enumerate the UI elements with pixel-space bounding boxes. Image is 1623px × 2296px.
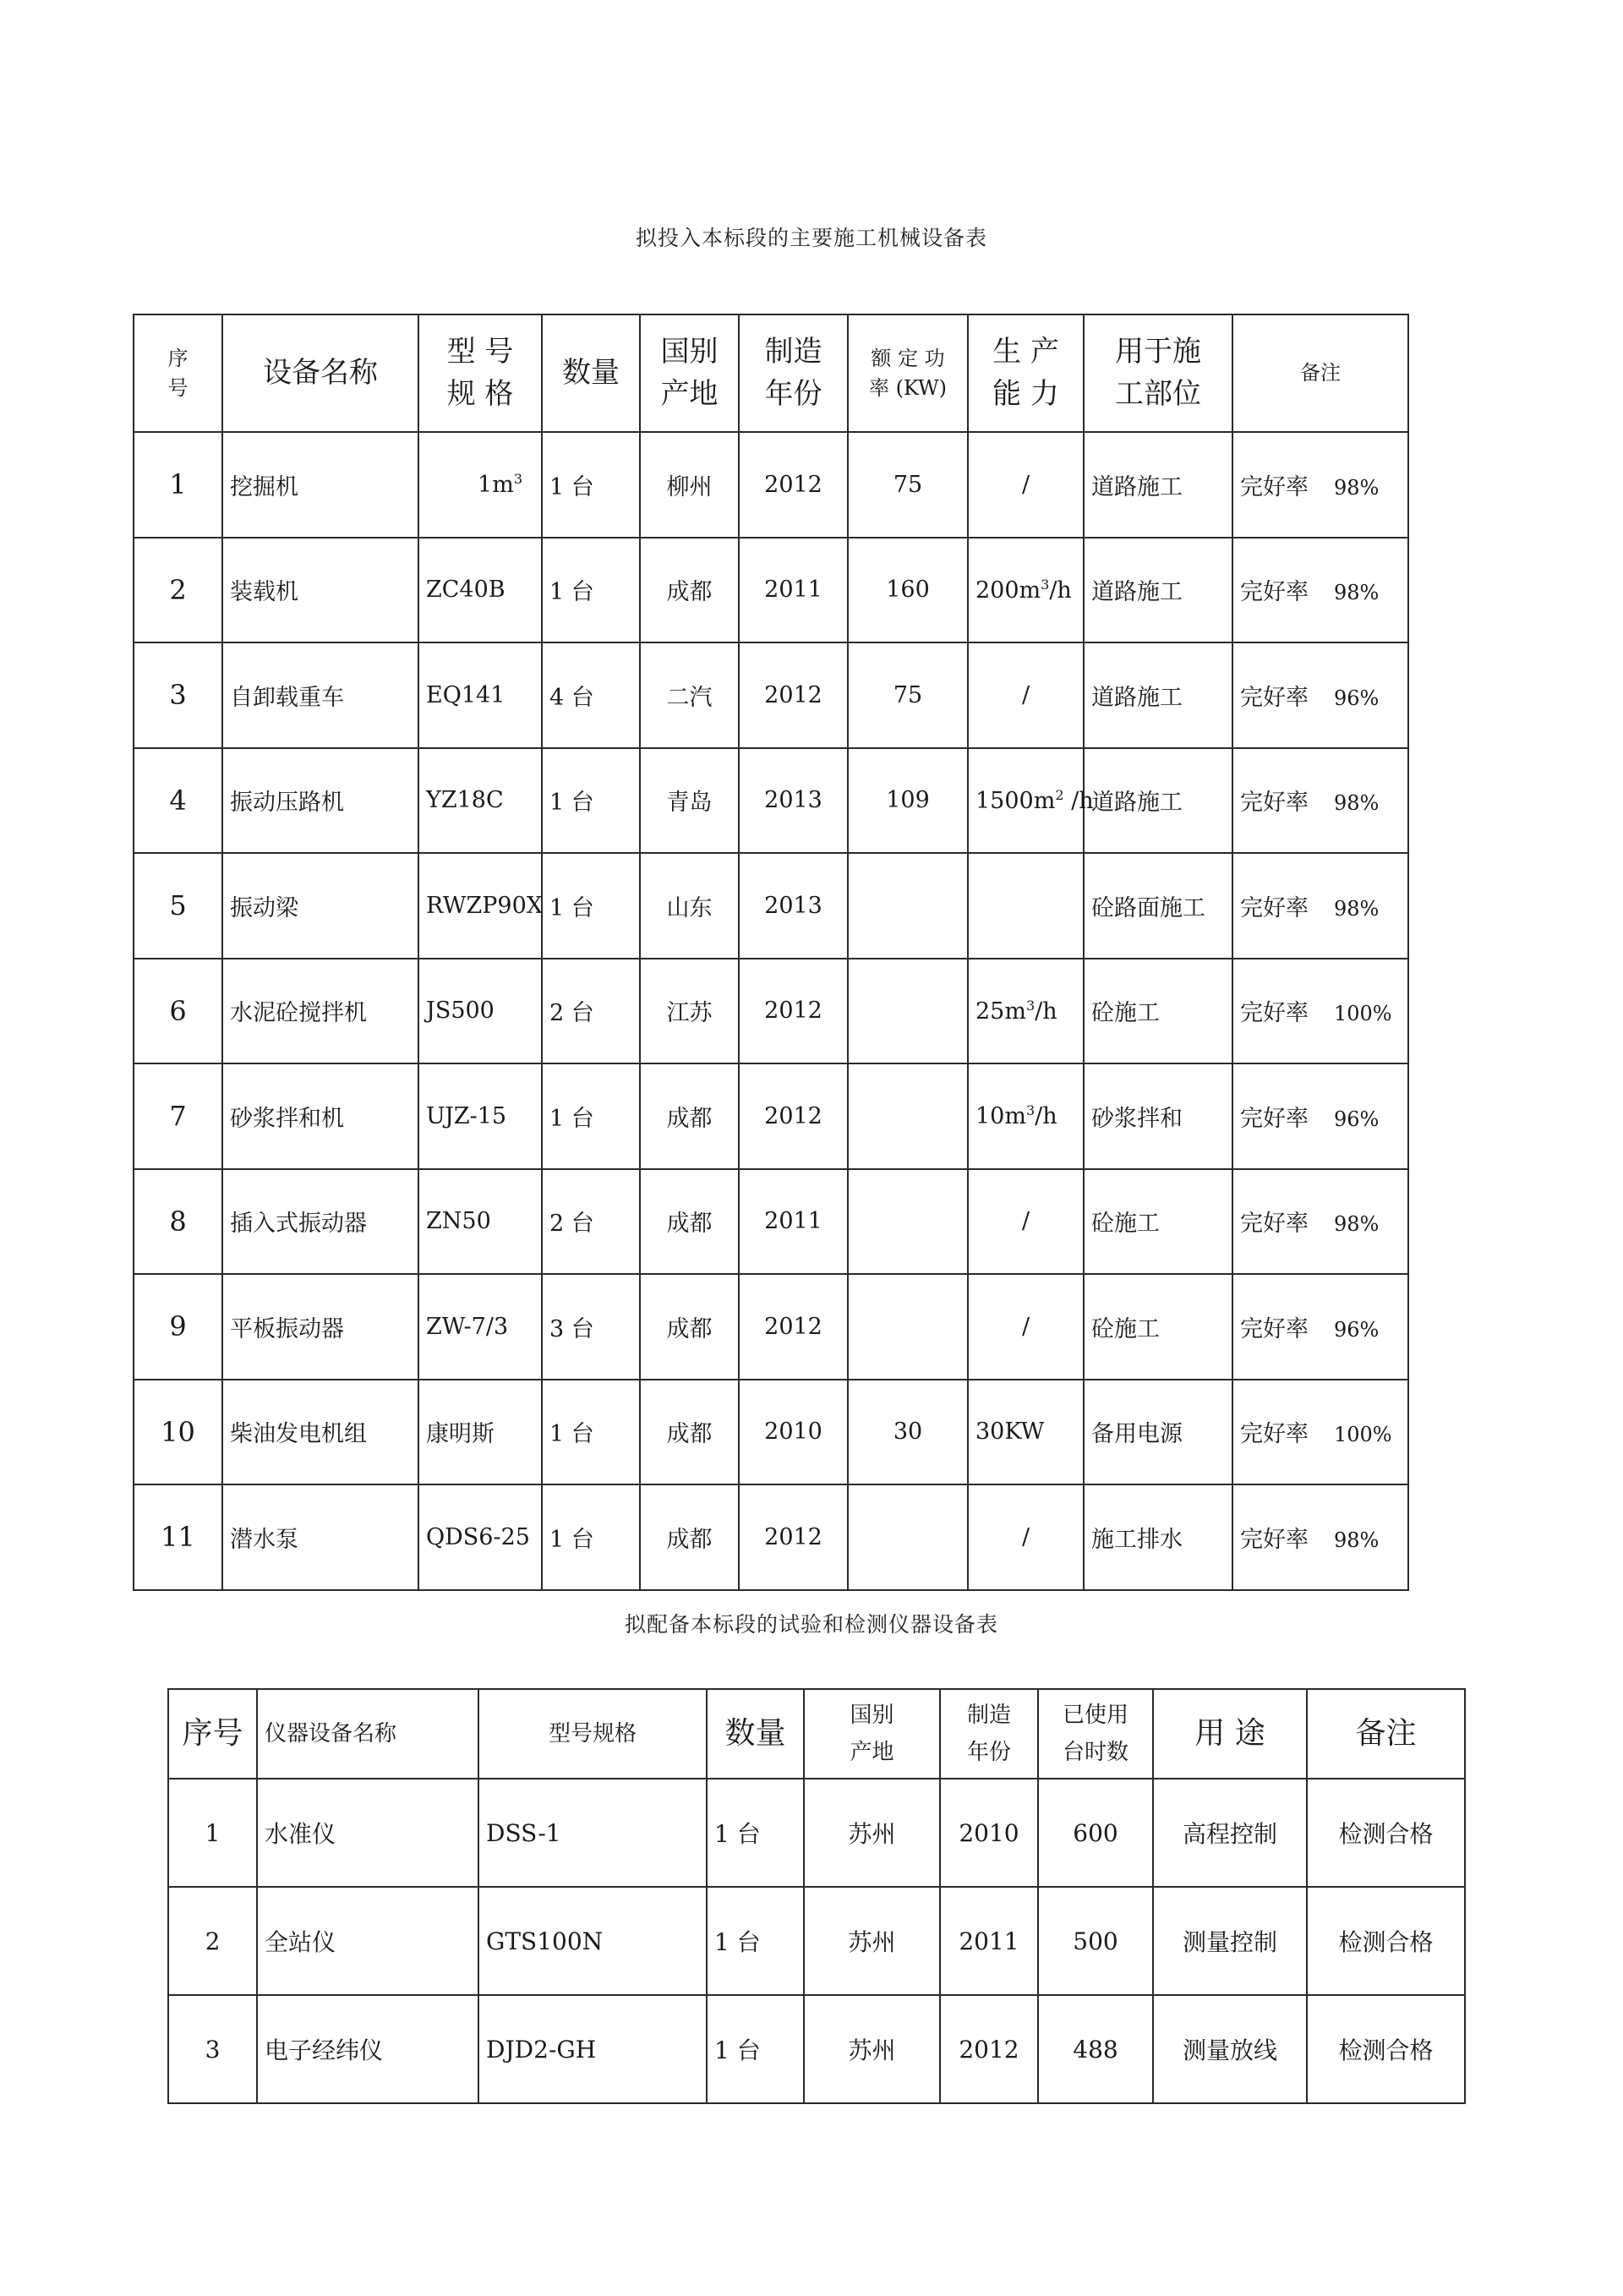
cell-qty: 4 台 (542, 642, 640, 748)
cell-power: 75 (848, 432, 968, 538)
header-year: 制造 年份 (940, 1689, 1038, 1779)
cell-origin: 成都 (640, 1274, 739, 1380)
cell-name: 电子经纬仪 (257, 1995, 478, 2103)
header-year: 制造 年份 (739, 314, 848, 432)
cell-hours: 500 (1038, 1887, 1153, 1995)
cell-capacity: $1500m^2$ /h (968, 748, 1084, 854)
cell-usage: 施工排水 (1084, 1484, 1232, 1590)
cell-note: 完好率 98% (1232, 538, 1408, 643)
cell-power: 160 (848, 538, 968, 643)
cell-name: 自卸载重车 (222, 642, 418, 748)
cell-model: EQ141 (418, 642, 542, 748)
cell-seq: 3 (168, 1995, 257, 2103)
cell-name: 砂浆拌和机 (222, 1063, 418, 1169)
cell-note: 完好率 100% (1232, 959, 1408, 1064)
table-row (134, 1169, 1408, 1275)
cell-year: 2011 (739, 538, 848, 643)
cell-qty: 1 台 (707, 1995, 804, 2103)
cell-origin: 苏州 (804, 1887, 940, 1995)
cell-year: 2012 (739, 1063, 848, 1169)
cell-name: 平板振动器 (222, 1274, 418, 1380)
cell-qty: 1 台 (542, 1484, 640, 1590)
cell-usage: 道路施工 (1084, 642, 1232, 748)
cell-usage: 高程控制 (1153, 1779, 1307, 1887)
cell-year: 2010 (940, 1779, 1038, 1887)
cell-seq: 6 (134, 959, 222, 1064)
cell-model: YZ18C (418, 748, 542, 854)
cell-name: 水准仪 (257, 1779, 478, 1887)
cell-qty: 1 台 (542, 853, 640, 959)
cell-usage: 测量放线 (1153, 1995, 1307, 2103)
table-row (134, 1063, 1408, 1169)
cell-power (848, 1169, 968, 1275)
header-origin: 国别 产地 (804, 1689, 940, 1779)
cell-usage: 砼施工 (1084, 1274, 1232, 1380)
header-qty: 数量 (707, 1689, 804, 1779)
cell-note: 检测合格 (1307, 1887, 1465, 1995)
cell-year: 2012 (739, 432, 848, 538)
cell-power (848, 1274, 968, 1380)
header-model: 型 号 规 格 (418, 314, 542, 432)
cell-origin: 成都 (640, 538, 739, 643)
header-note: 备注 (1307, 1689, 1465, 1779)
cell-capacity: $10m^3/h$ (968, 1063, 1084, 1169)
cell-year: 2011 (739, 1169, 848, 1275)
cell-model: QDS6-25 (418, 1484, 542, 1590)
cell-origin: 苏州 (804, 1995, 940, 2103)
cell-seq: 2 (168, 1887, 257, 1995)
header-seq: 序 号 (134, 314, 222, 432)
cell-year: 2012 (739, 1274, 848, 1380)
cell-name: 潜水泵 (222, 1484, 418, 1590)
cell-hours: 488 (1038, 1995, 1153, 2103)
cell-name: 柴油发电机组 (222, 1380, 418, 1485)
cell-year: 2010 (739, 1380, 848, 1485)
cell-name: 插入式振动器 (222, 1169, 418, 1275)
cell-note: 完好率 98% (1232, 1169, 1408, 1275)
cell-model: 康明斯 (418, 1380, 542, 1485)
table-row (134, 432, 1408, 538)
cell-origin: 成都 (640, 1063, 739, 1169)
cell-qty: 1 台 (542, 1063, 640, 1169)
cell-qty: 1 台 (542, 538, 640, 643)
cell-seq: 7 (134, 1063, 222, 1169)
cell-note: 完好率 96% (1232, 642, 1408, 748)
header-capacity: 生 产 能 力 (968, 314, 1084, 432)
cell-name: 全站仪 (257, 1887, 478, 1995)
cell-seq: 2 (134, 538, 222, 643)
cell-capacity: $25m^3/h$ (968, 959, 1084, 1064)
table1-title: 拟投入本标段的主要施工机械设备表 (635, 226, 987, 250)
cell-note: 完好率 98% (1232, 853, 1408, 959)
cell-seq: 9 (134, 1274, 222, 1380)
cell-note: 完好率 96% (1232, 1063, 1408, 1169)
cell-power (848, 853, 968, 959)
cell-capacity: / (968, 432, 1084, 538)
table-row (168, 1995, 1465, 2103)
cell-usage: 备用电源 (1084, 1380, 1232, 1485)
header-power: 额 定 功 率 (KW) (848, 314, 968, 432)
table2-title: 拟配备本标段的试验和检测仪器设备表 (624, 1612, 998, 1637)
cell-year: 2013 (739, 748, 848, 854)
cell-qty: 2 台 (542, 959, 640, 1064)
cell-seq: 11 (134, 1484, 222, 1590)
cell-year: 2012 (739, 959, 848, 1064)
cell-note: 完好率 98% (1232, 748, 1408, 854)
table-row (134, 748, 1408, 854)
cell-qty: 3 台 (542, 1274, 640, 1380)
cell-usage: 道路施工 (1084, 432, 1232, 538)
cell-year: 2012 (940, 1995, 1038, 2103)
cell-power: 30 (848, 1380, 968, 1485)
header-qty: 数量 (542, 314, 640, 432)
cell-capacity: / (968, 642, 1084, 748)
table-row (134, 642, 1408, 748)
cell-note: 检测合格 (1307, 1779, 1465, 1887)
cell-model: ZN50 (418, 1169, 542, 1275)
cell-model: JS500 (418, 959, 542, 1064)
cell-model: $1m^3$ (418, 432, 542, 538)
cell-name: 水泥砼搅拌机 (222, 959, 418, 1064)
cell-note: 完好率 98% (1232, 432, 1408, 538)
cell-model: ZC40B (418, 538, 542, 643)
cell-usage: 砼路面施工 (1084, 853, 1232, 959)
cell-usage: 砂浆拌和 (1084, 1063, 1232, 1169)
header-usage: 用 途 (1153, 1689, 1307, 1779)
cell-note: 检测合格 (1307, 1995, 1465, 2103)
cell-origin: 柳州 (640, 432, 739, 538)
cell-capacity (968, 853, 1084, 959)
cell-usage: 测量控制 (1153, 1887, 1307, 1995)
cell-origin: 成都 (640, 1484, 739, 1590)
cell-model: UJZ-15 (418, 1063, 542, 1169)
cell-seq: 10 (134, 1380, 222, 1485)
header-model: 型号规格 (478, 1689, 707, 1779)
cell-origin: 山东 (640, 853, 739, 959)
table-header-row (134, 314, 1408, 432)
machinery-table (133, 314, 1409, 1591)
cell-model: ZW-7/3 (418, 1274, 542, 1380)
cell-capacity: 30KW (968, 1380, 1084, 1485)
table-header-row (168, 1689, 1465, 1779)
cell-seq: 1 (134, 432, 222, 538)
cell-origin: 苏州 (804, 1779, 940, 1887)
cell-usage: 砼施工 (1084, 959, 1232, 1064)
cell-seq: 1 (168, 1779, 257, 1887)
cell-year: 2011 (940, 1887, 1038, 1995)
table-row (168, 1887, 1465, 1995)
cell-note: 完好率 96% (1232, 1274, 1408, 1380)
header-name: 设备名称 (222, 314, 418, 432)
table-row (134, 1274, 1408, 1380)
header-hours: 已使用 台时数 (1038, 1689, 1153, 1779)
cell-qty: 1 台 (707, 1887, 804, 1995)
cell-origin: 成都 (640, 1169, 739, 1275)
cell-usage: 砼施工 (1084, 1169, 1232, 1275)
cell-origin: 成都 (640, 1380, 739, 1485)
cell-name: 挖掘机 (222, 432, 418, 538)
cell-seq: 5 (134, 853, 222, 959)
cell-year: 2012 (739, 642, 848, 748)
table-row (134, 959, 1408, 1064)
cell-model: DSS-1 (478, 1779, 707, 1887)
cell-name: 装载机 (222, 538, 418, 643)
cell-qty: 1 台 (542, 432, 640, 538)
cell-name: 振动压路机 (222, 748, 418, 854)
cell-model: DJD2-GH (478, 1995, 707, 2103)
cell-origin: 江苏 (640, 959, 739, 1064)
cell-origin: 二汽 (640, 642, 739, 748)
table-row (134, 853, 1408, 959)
table-row (134, 1380, 1408, 1485)
cell-seq: 8 (134, 1169, 222, 1275)
cell-capacity: / (968, 1169, 1084, 1275)
cell-power: 75 (848, 642, 968, 748)
cell-year: 2012 (739, 1484, 848, 1590)
header-seq: 序号 (168, 1689, 257, 1779)
cell-power: 109 (848, 748, 968, 854)
table-row (168, 1779, 1465, 1887)
cell-note: 完好率 100% (1232, 1380, 1408, 1485)
cell-qty: 1 台 (707, 1779, 804, 1887)
cell-capacity: $200m^3/h$ (968, 538, 1084, 643)
cell-seq: 4 (134, 748, 222, 854)
table-row (134, 1484, 1408, 1590)
cell-seq: 3 (134, 642, 222, 748)
cell-usage: 道路施工 (1084, 538, 1232, 643)
header-note: 备注 (1232, 314, 1408, 432)
cell-capacity: / (968, 1274, 1084, 1380)
cell-model: GTS100N (478, 1887, 707, 1995)
cell-qty: 2 台 (542, 1169, 640, 1275)
cell-capacity: / (968, 1484, 1084, 1590)
cell-qty: 1 台 (542, 748, 640, 854)
cell-note: 完好率 98% (1232, 1484, 1408, 1590)
cell-hours: 600 (1038, 1779, 1153, 1887)
cell-usage: 道路施工 (1084, 748, 1232, 854)
cell-origin: 青岛 (640, 748, 739, 854)
header-usage: 用于施 工部位 (1084, 314, 1232, 432)
cell-power (848, 959, 968, 1064)
cell-qty: 1 台 (542, 1380, 640, 1485)
cell-power (848, 1484, 968, 1590)
cell-model: RWZP90X (418, 853, 542, 959)
cell-name: 振动梁 (222, 853, 418, 959)
header-origin: 国别 产地 (640, 314, 739, 432)
header-name: 仪器设备名称 (257, 1689, 478, 1779)
instrument-table (167, 1688, 1466, 2104)
cell-power (848, 1063, 968, 1169)
cell-year: 2013 (739, 853, 848, 959)
table-row (134, 538, 1408, 643)
